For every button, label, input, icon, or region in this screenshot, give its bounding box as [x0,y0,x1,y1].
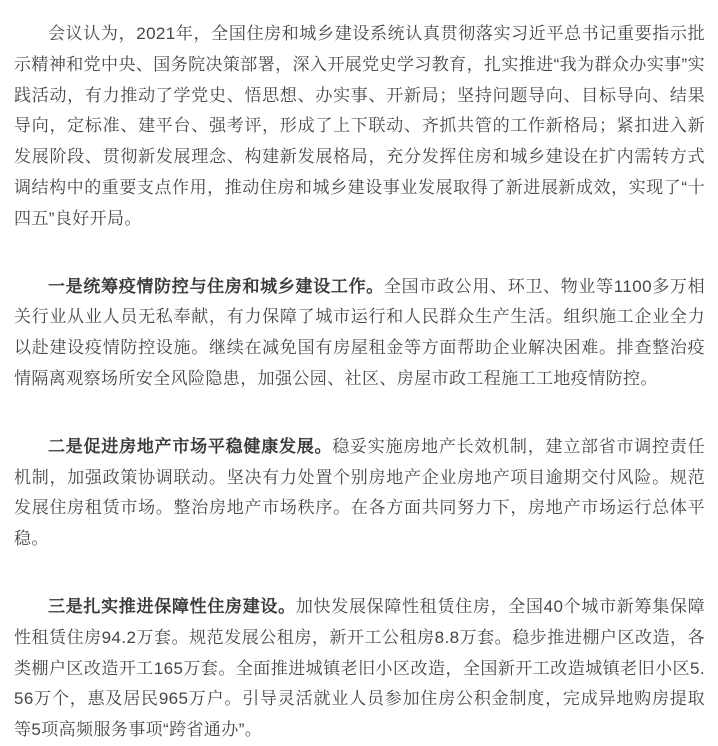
paragraph-lead: 三是扎实推进保障性住房建设。 [48,596,296,616]
paragraph-overview [14,19,705,235]
paragraph-point-3 [14,592,705,746]
paragraph-text: 会议认为，2021年，全国住房和城乡建设系统认真贯彻落实习近平总书记重要指示批示精神和党中央、国务院决策部署，深入开展党史学习教育，扎实推进“我为群众办实事”实践活动，有力推动了学党史、悟思想、办实事、开新局；坚持问题导向、目标导向、结果导向，定标准、建平台、强考评，形成了上下联动、齐抓共管的工作新格局；紧扣进入新发展阶段、贯彻新发展理念、构建新发展格局，充分发挥住房和城乡建设在扩内需转方式调结构中的重要支点作用，推动住房和城乡建设事业发展取得了新进展新成效，实现了“十四五”良好开局。 [14,24,705,228]
paragraph-text: 稳妥实施房地产长效机制，建立部省市调控责任机制，加强政策协调联动。坚决有力处置个别房地产企业房地产项目逾期交付风险。规范发展住房租赁市场。整治房地产市场秩序。在各方面共同努力下，房地产市场运行总体平稳。 [14,436,705,549]
paragraph-point-1 [14,272,705,395]
paragraph-text: 加快发展保障性租赁住房，全国40个城市新筹集保障性租赁住房94.2万套。规范发展公租房，新开工公租房8.8万套。稳步推进棚户区改造，各类棚户区改造开工165万套。全面推进城镇老旧小区改造，全国新开工改造城镇老旧小区5.56万个，惠及居民965万户。引导灵活就业人员参加住房公积金制度，完成异地购房提取等5项高频服务事项“跨省通办”。 [14,596,705,740]
paragraph-text: 全国市政公用、环卫、物业等1100多万相关行业从业人员无私奉献，有力保障了城市运行和人民群众生产生活。组织施工企业全力以赴建设疫情防控设施。继续在减免国有房屋租金等方面帮助企业解决困难。排查整治疫情隔离观察场所安全风险隐患，加强公园、社区、房屋市政工程施工工地疫情防控。 [14,276,705,388]
paragraph-point-2 [14,432,705,555]
paragraph-lead: 二是促进房地产市场平稳健康发展。 [48,436,333,456]
paragraph-lead: 一是统筹疫情防控与住房和城乡建设工作。 [48,276,384,296]
